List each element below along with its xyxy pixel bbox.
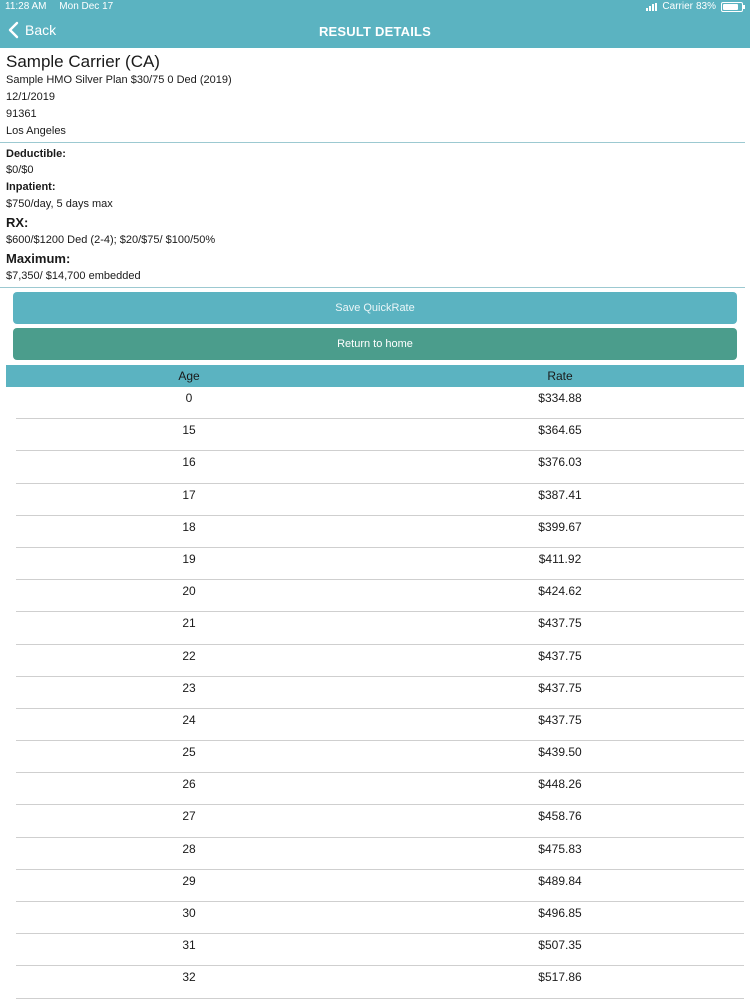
table-row: [16, 966, 744, 998]
inpatient-value: $750/day, 5 days max: [6, 198, 113, 210]
rx-value: $600/$1200 Ded (2-4); $20/$75/ $100/50%: [6, 234, 216, 246]
age-cell: 23: [182, 680, 196, 695]
rate-cell: $399.67: [538, 519, 582, 534]
rate-cell: $334.88: [538, 391, 582, 405]
table-row: [16, 773, 744, 805]
age-cell: 32: [182, 970, 196, 985]
rate-cell: $437.75: [538, 680, 582, 695]
age-cell: 22: [182, 648, 196, 663]
status-right: [646, 1, 743, 12]
return-home-button[interactable]: Return to home: [13, 328, 737, 360]
age-cell: 24: [182, 712, 196, 727]
table-row: [16, 805, 744, 837]
table-row: [16, 934, 744, 966]
table-row: [16, 902, 744, 934]
status-left: [5, 1, 123, 12]
age-cell: 21: [182, 616, 196, 631]
rate-cell: $376.03: [538, 455, 582, 470]
table-body: [6, 387, 744, 999]
rate-cell: $364.65: [538, 423, 582, 438]
table-row: [16, 870, 744, 902]
rate-cell: $475.83: [538, 841, 582, 856]
age-column-header: Age: [178, 369, 200, 383]
rate-cell: $439.50: [538, 745, 582, 760]
age-cell: 19: [182, 551, 196, 566]
status-date: Mon Dec 17: [59, 1, 114, 12]
age-cell: 18: [182, 519, 196, 534]
table-row: [16, 419, 744, 451]
age-cell: 27: [182, 809, 196, 824]
table-row: [16, 451, 744, 483]
plan-zip: 91361: [6, 108, 37, 120]
rate-cell: $489.84: [538, 873, 582, 888]
age-cell: 16: [182, 455, 196, 470]
table-row: [16, 741, 744, 773]
divider: [0, 287, 745, 288]
table-row: [16, 645, 744, 677]
age-cell: 29: [182, 873, 196, 888]
rate-cell: $448.26: [538, 777, 582, 792]
table-row: [16, 516, 744, 548]
signal-icon: [646, 3, 658, 11]
age-cell: 28: [182, 841, 196, 856]
deductible-value: $0/$0: [6, 164, 34, 176]
page-title: RESULT DETAILS: [318, 24, 432, 39]
rate-cell: $437.75: [538, 616, 582, 631]
status-carrier: Carrier: [662, 1, 693, 12]
rate-column-header: Rate: [547, 369, 573, 383]
rate-cell: $496.85: [538, 906, 582, 920]
rate-cell: $411.92: [538, 551, 582, 566]
navigation-bar: [0, 14, 750, 48]
divider: [0, 142, 745, 143]
rate-cell: $507.35: [538, 938, 582, 953]
age-cell: 30: [182, 906, 196, 920]
battery-icon: [721, 2, 743, 12]
rate-cell: $437.75: [538, 712, 582, 727]
plan-city: Los Angeles: [6, 125, 66, 137]
status-bar: [0, 0, 750, 14]
table-row: [16, 677, 744, 709]
age-cell: 26: [182, 777, 196, 792]
table-row: [16, 580, 744, 612]
age-cell: 15: [182, 423, 196, 438]
age-cell: 25: [182, 745, 196, 760]
inpatient-label: Inpatient:: [6, 181, 56, 193]
table-row: [16, 838, 744, 870]
age-cell: 20: [182, 584, 196, 599]
rate-cell: $517.86: [538, 970, 582, 985]
status-battery-percent: 83%: [695, 1, 716, 12]
age-cell: 31: [182, 938, 196, 953]
table-row: [16, 709, 744, 741]
rate-cell: $458.76: [538, 809, 582, 824]
plan-name: Sample HMO Silver Plan $30/75 0 Ded (2019): [6, 74, 232, 86]
table-row: [16, 484, 744, 516]
table-row: [16, 612, 744, 644]
deductible-label: Deductible:: [6, 148, 66, 160]
rx-label: RX:: [6, 215, 29, 230]
carrier-name: Sample Carrier (CA): [6, 52, 160, 71]
age-cell: 17: [182, 487, 196, 502]
plan-date: 12/1/2019: [6, 91, 55, 103]
table-row: [16, 387, 744, 419]
age-cell: 0: [185, 391, 193, 405]
rate-cell: $437.75: [538, 648, 582, 663]
table-row: [16, 548, 744, 580]
table-header: [6, 365, 744, 387]
status-time: 11:28 AM: [5, 1, 47, 12]
save-quickrate-button[interactable]: Save QuickRate: [13, 292, 737, 324]
maximum-value: $7,350/ $14,700 embedded: [6, 270, 141, 282]
back-label: Back: [25, 22, 57, 38]
rate-cell: $424.62: [538, 584, 582, 599]
maximum-label: Maximum:: [6, 251, 71, 266]
rates-table: [6, 365, 744, 999]
rate-cell: $387.41: [538, 487, 582, 502]
